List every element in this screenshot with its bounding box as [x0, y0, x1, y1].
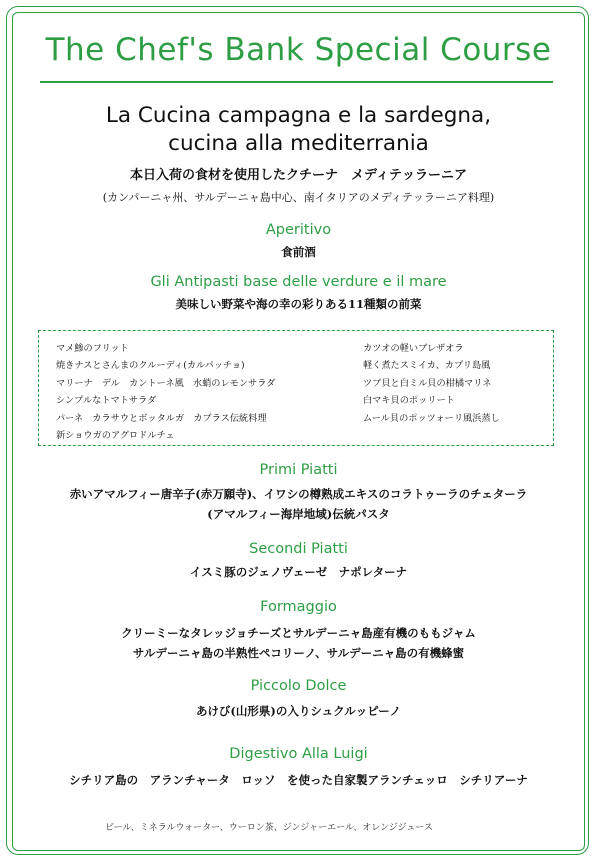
antipasti-list-right — [363, 340, 500, 427]
section-antipasti: Gli Antipasti base delle verdure e il mare — [150, 274, 447, 290]
list-item: ツブ貝と白ミル貝の柑橘マリネ — [363, 377, 492, 389]
headline-jp-subtitle: (カンパーニャ州、サルデーニャ島中心、南イタリアのメディテッラーニア料理) — [102, 191, 495, 204]
section-primi: Primi Piatti — [259, 462, 338, 478]
list-item: マリーナ デル カントーネ風 水蛸のレモンサラダ — [56, 377, 276, 389]
list-item: マメ鯵のフリット — [56, 343, 129, 354]
section-dolce: Piccolo Dolce — [250, 678, 347, 694]
list-item: ムール貝のポッツォーリ風浜蒸し — [363, 412, 500, 424]
headline-line-2: cucina alla mediterrania — [168, 131, 429, 156]
list-item: 焼きナスとさんまのクルーディ(カルパッチョ) — [56, 360, 245, 372]
list-item: パーネ カラサウとボッタルガ カブラス伝統料理 — [56, 412, 267, 424]
headline-jp-title: 本日入荷の食材を使用したクチーナ メディテッラーニア — [130, 168, 467, 183]
menu-title: The Chef's Bank Special Course — [45, 32, 552, 68]
title-divider — [40, 81, 553, 83]
primi-line-1: 赤いアマルフィー唐辛子(赤万願寺)、イワシの樽熟成エキスのコラトゥーラのチェターラ — [69, 487, 528, 501]
list-item: 新ショウガのアグロドルチェ — [56, 430, 175, 442]
section-formaggio: Formaggio — [260, 599, 337, 615]
headline-line-1: La Cucina campagna e la sardegna, — [105, 103, 492, 128]
antipasti-list-box — [38, 330, 554, 446]
antipasti-list-left — [56, 340, 276, 444]
section-digestivo: Digestivo Alla Luigi — [229, 746, 368, 762]
section-aperitivo: Aperitivo — [265, 222, 332, 238]
list-item: 軽く煮たスミイカ、カプリ島風 — [363, 360, 491, 372]
drinks-footer: ビール、ミネラルウォーター、ウーロン茶、ジンジャーエール、オレンジジュース — [105, 823, 433, 833]
dolce-line: あけび(山形県)の入りシュクルッピーノ — [195, 704, 402, 718]
primi-line-2: (アマルフィー海岸地域)伝統パスタ — [207, 507, 390, 521]
section-secondi: Secondi Piatti — [249, 541, 348, 557]
aperitivo-line: 食前酒 — [281, 245, 316, 259]
formaggio-line-1: クリーミーなタレッジョチーズとサルデーニャ島産有機のももジャム — [121, 626, 476, 640]
antipasti-line: 美味しい野菜や海の幸の彩りある11種類の前菜 — [175, 297, 422, 311]
list-item: カツオの軽いブレザオラ — [363, 343, 464, 354]
secondi-line: イスミ豚のジェノヴェーゼ ナポレターナ — [189, 565, 408, 579]
digestivo-line: シチリア島の アランチャータ ロッソ を使った自家製アランチェッロ シチリアーナ — [69, 773, 528, 787]
formaggio-line-2: サルデーニャ島の半熟性ペコリーノ、サルデーニャ島の有機蜂蜜 — [132, 646, 465, 660]
list-item: シンプルなトマトサラダ — [56, 395, 157, 407]
list-item: 白マキ貝のポッリート — [363, 395, 455, 407]
